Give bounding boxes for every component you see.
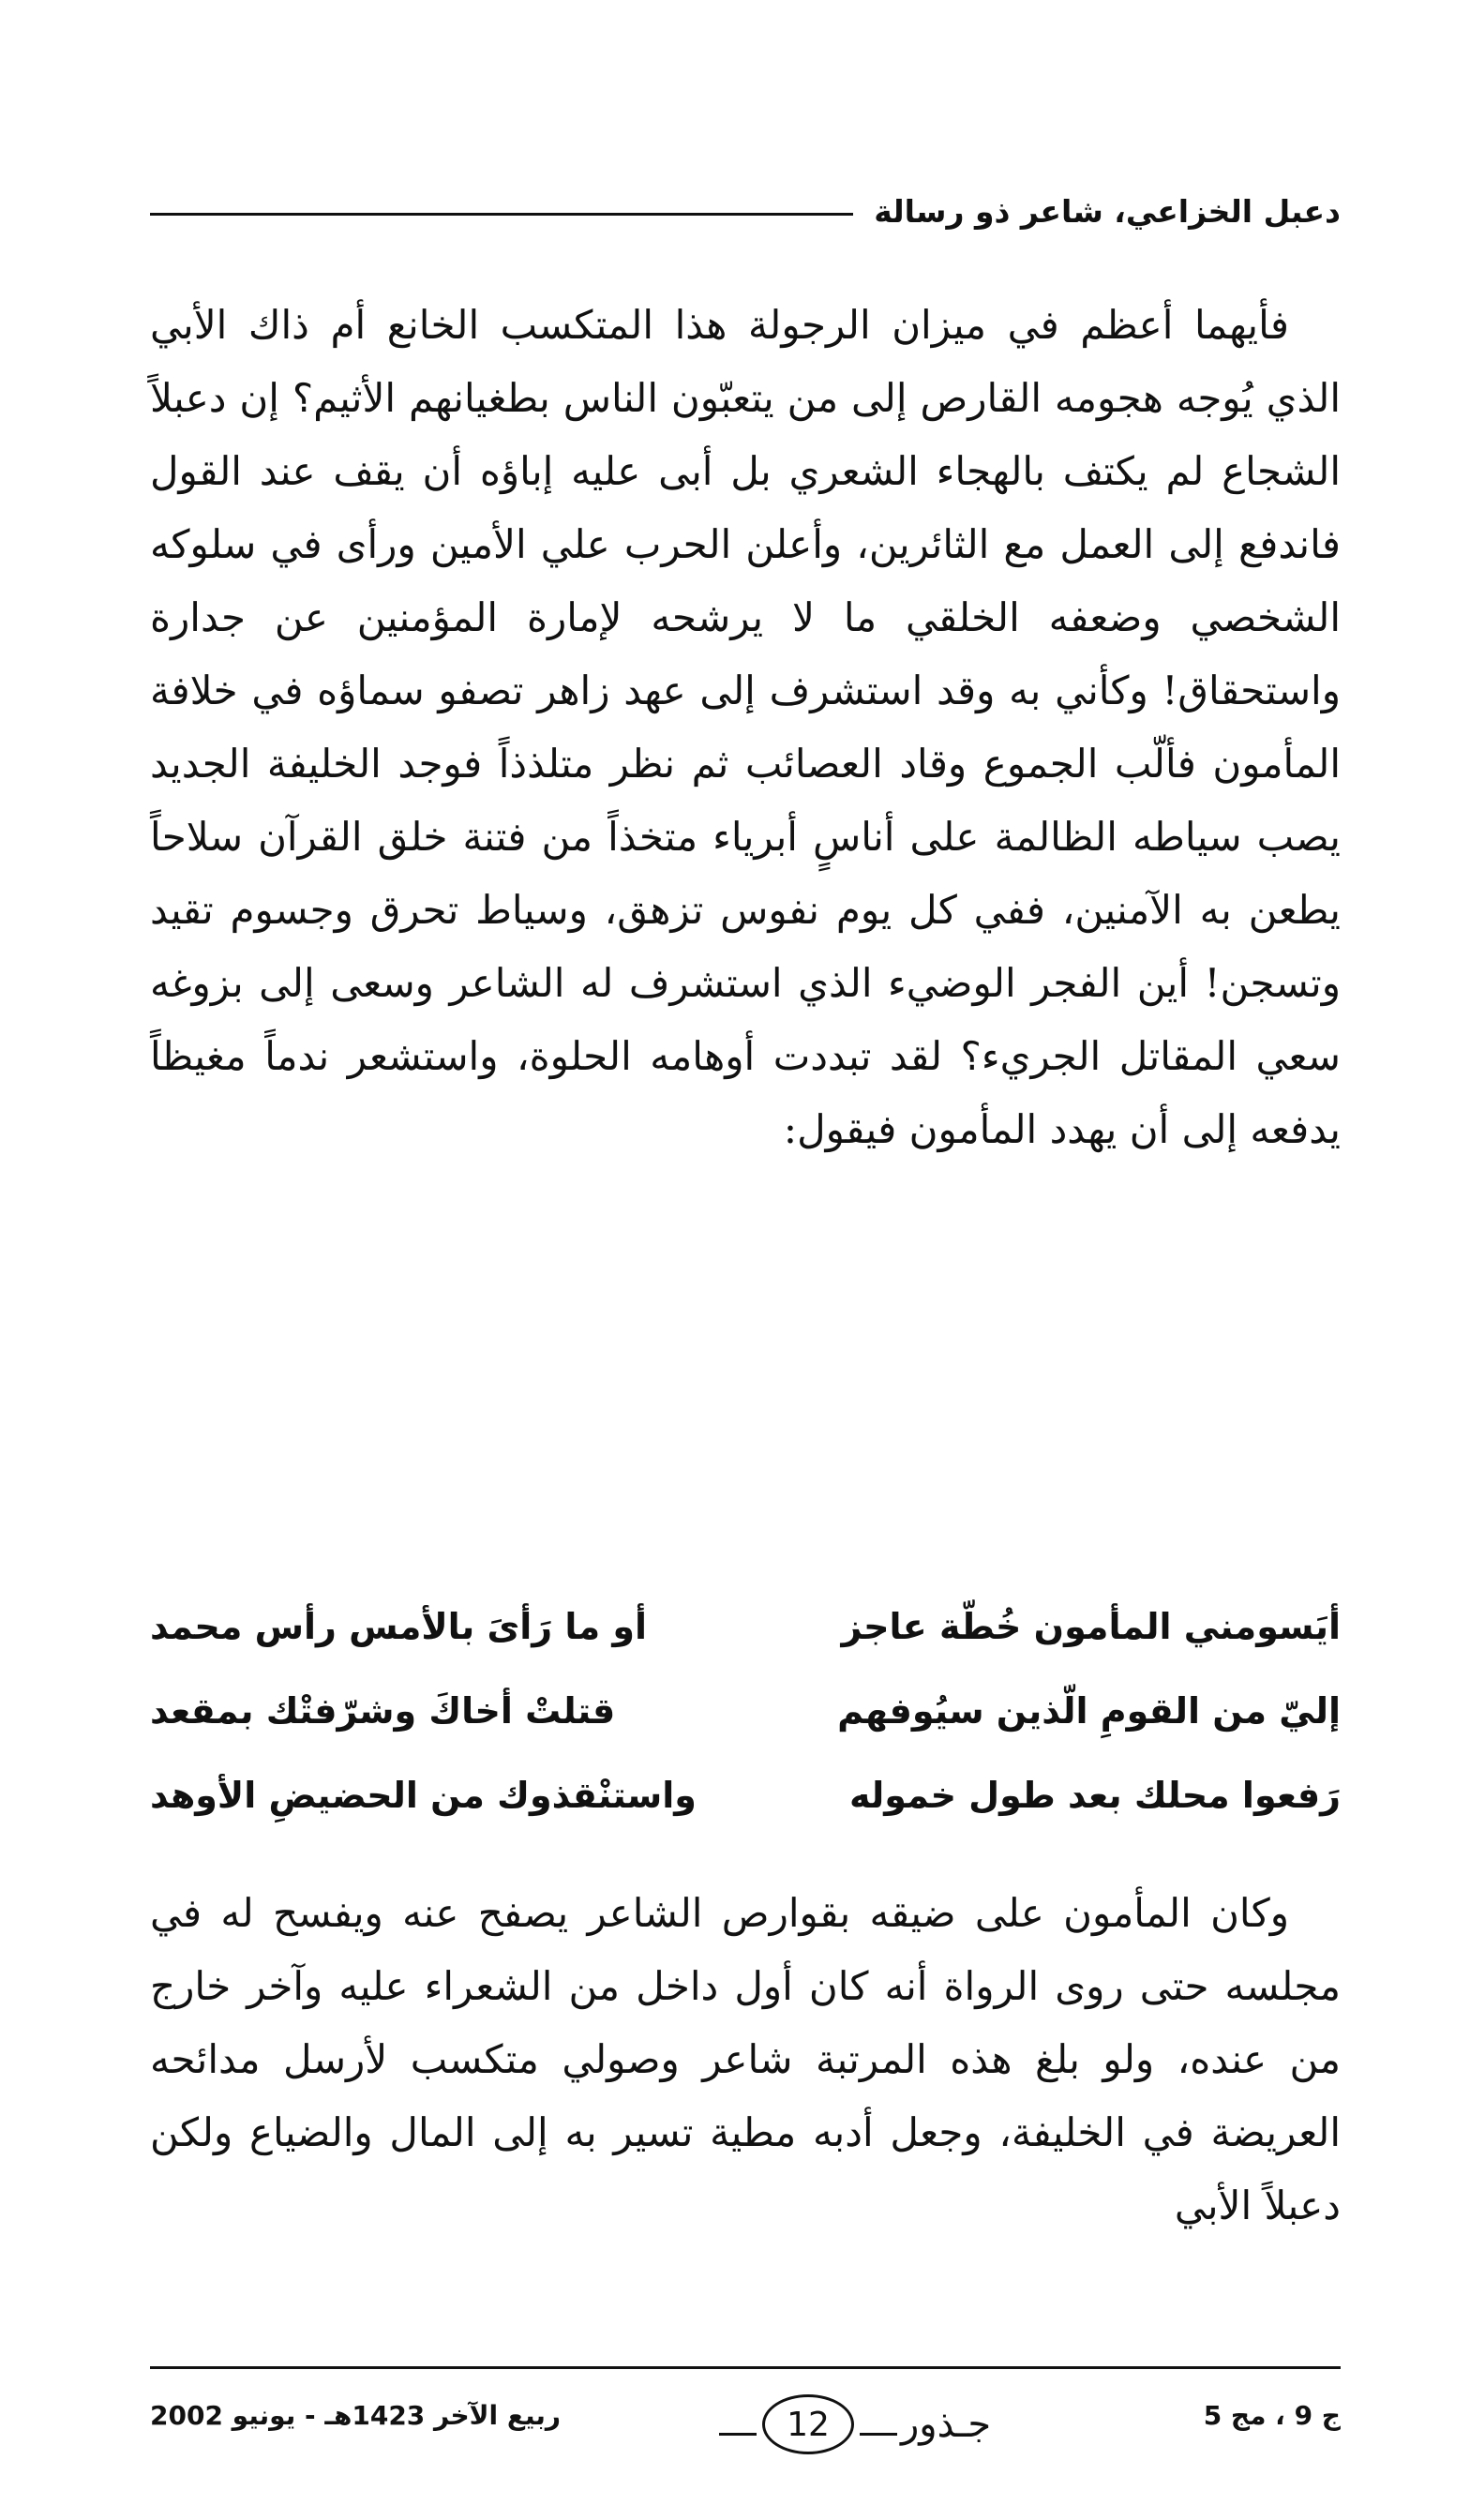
journal-masthead — [647, 2387, 1059, 2462]
verse-3-second-hemistich: واستنْقذوك من الحضيضِ الأوهد — [150, 1775, 697, 1816]
body-paragraph-2: وكان المأمون على ضيقه بقوارص الشاعر يصفح عنه ويفسح له في مجلسه حتى روى الرواة أنه كان أول داخل من الشعراء عليه وآخر خارج من عنده، ولو بلغ هذه المرتبة شاعر وصولي متكسب لأرسل مدائحه العريضة في الخليفة، وجعل أدبه مطية تسير به إلى المال والضياع ولكن دعبلاً الأبي — [150, 1890, 1341, 2228]
poem-verse-2 — [150, 1669, 1341, 1753]
poem-verse-3 — [150, 1753, 1341, 1838]
masthead-line — [860, 2433, 897, 2436]
body-paragraph-1: فأيهما أعظم في ميزان الرجولة هذا المتكسب الخانع أم ذاك الأبي الذي يُوجه هجومه القارص إلى من يتعبّون الناس بطغيانهم الأثيم؟ إن دعبلاً الشجاع لم يكتف بالهجاء الشعري بل أبى عليه إباؤه أن يقف عند القول فاندفع إلى العمل مع الثائرين، وأعلن الحرب علي الأمين ورأى في سلوكه الشخصي وضعفه الخلقي ما لا يرشحه لإمارة المؤمنين عن جدارة واستحقاق! وكأني به وقد استشرف إلى عهد زاهر تصفو سماؤه في خلافة المأمون فألّب الجموع وقاد العصائب ثم نظر متلذذاً فوجد الخليفة الجديد يصب سياطه الظالمة على أناسٍ أبرياء متخذاً من فتنة خلق القرآن سلاحاً يطعن به الآمنين، ففي كل يوم نفوس تزهق، وسياط تحرق وجسوم تقيد وتسجن! أين الفجر الوضيء الذي استشرف له الشاعر وسعى إلى بزوغه سعي المقاتل الجريء؟ لقد تبددت أوهامه الحلوة، واستشعر ندماً مغيظاً يدفعه إلى أن يهدد المأمون فيقول: — [150, 302, 1341, 1152]
verse-2-second-hemistich: قتلتْ أخاكَ وشرّفتْك بمقعد — [150, 1690, 616, 1732]
page-number: 12 — [762, 2394, 854, 2454]
running-header-title: دعبل الخزاعي، شاعر ذو رسالة — [874, 192, 1341, 230]
verse-1-second-hemistich: أو ما رَأىَ بالأمس رأس محمد — [150, 1606, 648, 1647]
verse-3-first-hemistich: رَفعوا محلك بعد طول خموله — [848, 1775, 1341, 1816]
header-rule — [150, 213, 853, 216]
masthead-line — [719, 2433, 757, 2436]
issue-number: ج 9 ، مج 5 — [1203, 2400, 1341, 2431]
footer-rule — [150, 2366, 1341, 2369]
verse-1-first-hemistich: أيَسومني المأمون خُطّة عاجز — [841, 1606, 1341, 1647]
issue-date: ربيع الآخر 1423هـ - يونيو 2002 — [150, 2400, 562, 2431]
running-header — [150, 178, 1341, 244]
verse-2-first-hemistich: إليّ من القومِ الّذين سيُوفهم — [837, 1690, 1341, 1732]
page-footer — [150, 2381, 1341, 2466]
poem — [150, 1584, 1341, 1838]
journal-name: جـذور — [900, 2403, 992, 2446]
poem-verse-1 — [150, 1584, 1341, 1669]
